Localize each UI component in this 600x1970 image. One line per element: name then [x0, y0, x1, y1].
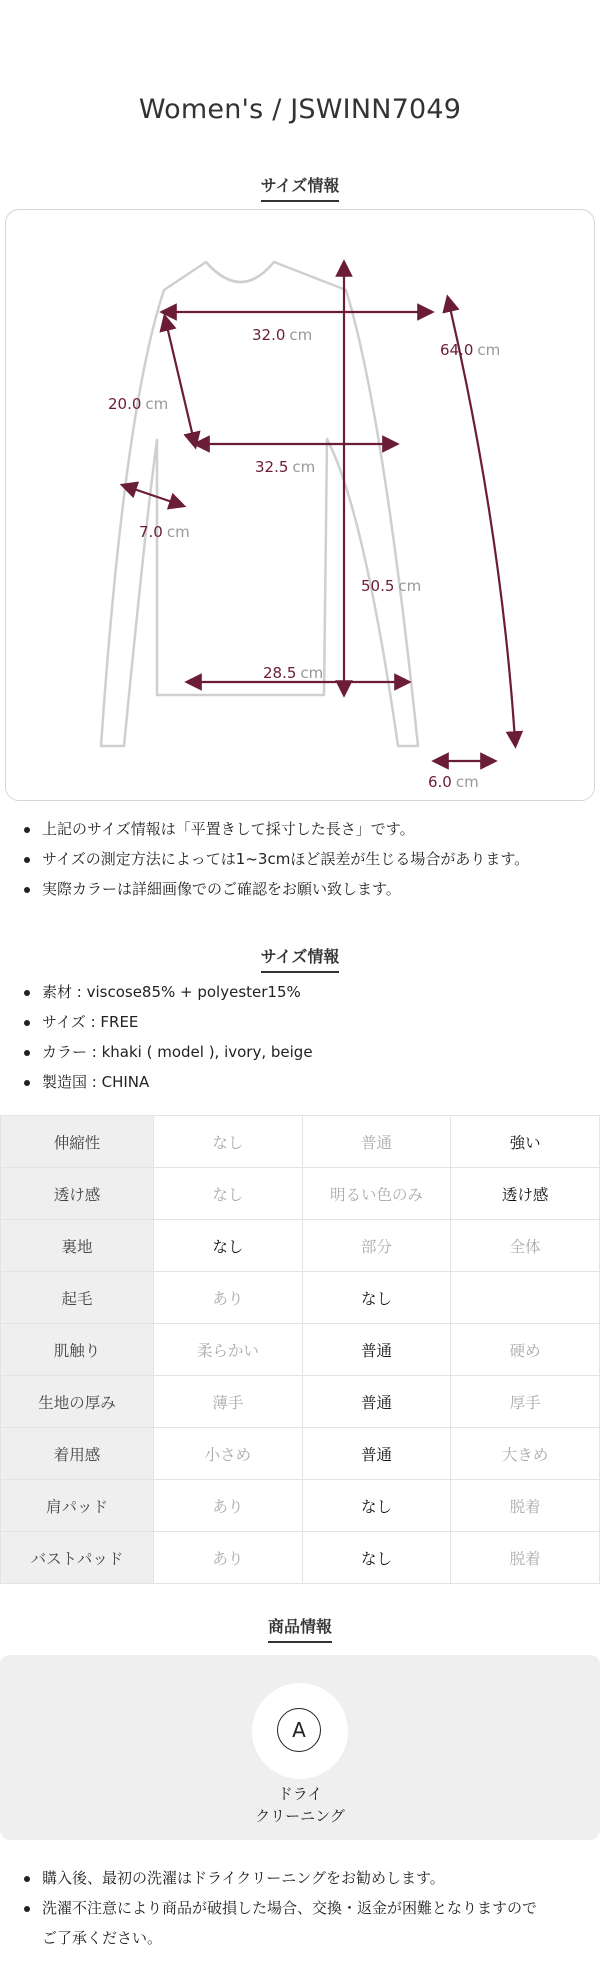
sleeve-line	[449, 303, 515, 740]
option-cell: 明るい色のみ	[302, 1168, 451, 1220]
option-cell: あり	[154, 1480, 303, 1532]
option-cell: 普通	[302, 1116, 451, 1168]
size-item: サイズ : FREE	[42, 1007, 582, 1037]
option-cell: 脱着	[451, 1532, 600, 1584]
option-cell: 柔らかい	[154, 1324, 303, 1376]
table-row	[1, 1220, 600, 1272]
bicep-line	[128, 487, 178, 504]
care-label: ドライ クリーニング	[255, 1785, 345, 1825]
color-item: カラー : khaki ( model ), ivory, beige	[42, 1037, 582, 1067]
option-cell: 全体	[451, 1220, 600, 1272]
option-cell: 大きめ	[451, 1428, 600, 1480]
option-cell: なし	[154, 1220, 303, 1272]
table-row	[1, 1324, 600, 1376]
table-row	[1, 1480, 600, 1532]
list-item: 上記のサイズ情報は「平置きして採寸した長さ」です。	[42, 814, 582, 844]
list-item: サイズの測定方法によっては1~3cmほど誤差が生じる場合があります。	[42, 844, 582, 874]
armhole-line	[166, 322, 194, 441]
size-notes-list	[0, 814, 582, 904]
row-label: 肩パッド	[1, 1480, 154, 1532]
table-row	[1, 1168, 600, 1220]
row-label: 肌触り	[1, 1324, 154, 1376]
material-item: 素材 : viscose85% + polyester15%	[42, 977, 582, 1007]
option-cell: 脱着	[451, 1480, 600, 1532]
bicep-label: 7.0 cm	[139, 523, 190, 541]
garment-diagram-svg	[6, 210, 594, 800]
care-circle	[252, 1683, 348, 1779]
chest-label: 32.5 cm	[255, 458, 316, 476]
length-label: 50.5 cm	[361, 577, 422, 595]
option-cell: なし	[302, 1272, 451, 1324]
option-cell: なし	[154, 1168, 303, 1220]
row-label: 生地の厚み	[1, 1376, 154, 1428]
option-cell: 普通	[302, 1324, 451, 1376]
option-cell: なし	[302, 1480, 451, 1532]
option-cell: あり	[154, 1272, 303, 1324]
cuff-label: 6.0 cm	[428, 773, 479, 791]
table-row	[1, 1428, 600, 1480]
option-cell: 薄手	[154, 1376, 303, 1428]
page-title: Women's / JSWINN7049	[138, 94, 462, 125]
row-label: 起毛	[1, 1272, 154, 1324]
option-cell: 普通	[302, 1428, 451, 1480]
row-label: 着用感	[1, 1428, 154, 1480]
row-label: 裏地	[1, 1220, 154, 1272]
fabric-feel-table	[0, 1115, 600, 1584]
list-item: 洗濯不注意により商品が破損した場合、交換・返金が困難となりますので ご了承ください。	[42, 1893, 582, 1953]
table-row	[1, 1272, 600, 1324]
option-cell: 普通	[302, 1376, 451, 1428]
option-cell: なし	[154, 1116, 303, 1168]
armhole-label: 20.0 cm	[108, 395, 169, 413]
option-cell: なし	[302, 1532, 451, 1584]
row-label: 伸縮性	[1, 1116, 154, 1168]
row-label: 透け感	[1, 1168, 154, 1220]
product-info-heading: 商品情報	[0, 1614, 600, 1643]
hem-label: 28.5 cm	[263, 664, 324, 682]
product-notes-list	[0, 1863, 582, 1953]
option-cell: 透け感	[451, 1168, 600, 1220]
sleeve-label: 64.0 cm	[440, 341, 501, 359]
list-item: 購入後、最初の洗濯はドライクリーニングをお勧めします。	[42, 1863, 582, 1893]
table-row	[1, 1116, 600, 1168]
option-cell: 部分	[302, 1220, 451, 1272]
row-label: バストパッド	[1, 1532, 154, 1584]
option-cell	[451, 1272, 600, 1324]
origin-item: 製造国 : CHINA	[42, 1067, 582, 1097]
dry-clean-icon: A	[277, 1708, 321, 1752]
option-cell: あり	[154, 1532, 303, 1584]
option-cell: 硬め	[451, 1324, 600, 1376]
spec-list	[0, 977, 582, 1097]
table-row	[1, 1376, 600, 1428]
option-cell: 厚手	[451, 1376, 600, 1428]
option-cell: 小さめ	[154, 1428, 303, 1480]
spec-heading: サイズ情報	[0, 944, 600, 973]
table-row	[1, 1532, 600, 1584]
option-cell: 強い	[451, 1116, 600, 1168]
shoulder-label: 32.0 cm	[252, 326, 313, 344]
size-diagram	[5, 209, 595, 801]
care-panel	[0, 1655, 600, 1840]
size-info-heading: サイズ情報	[0, 173, 600, 202]
list-item: 実際カラーは詳細画像でのご確認をお願い致します。	[42, 874, 582, 904]
